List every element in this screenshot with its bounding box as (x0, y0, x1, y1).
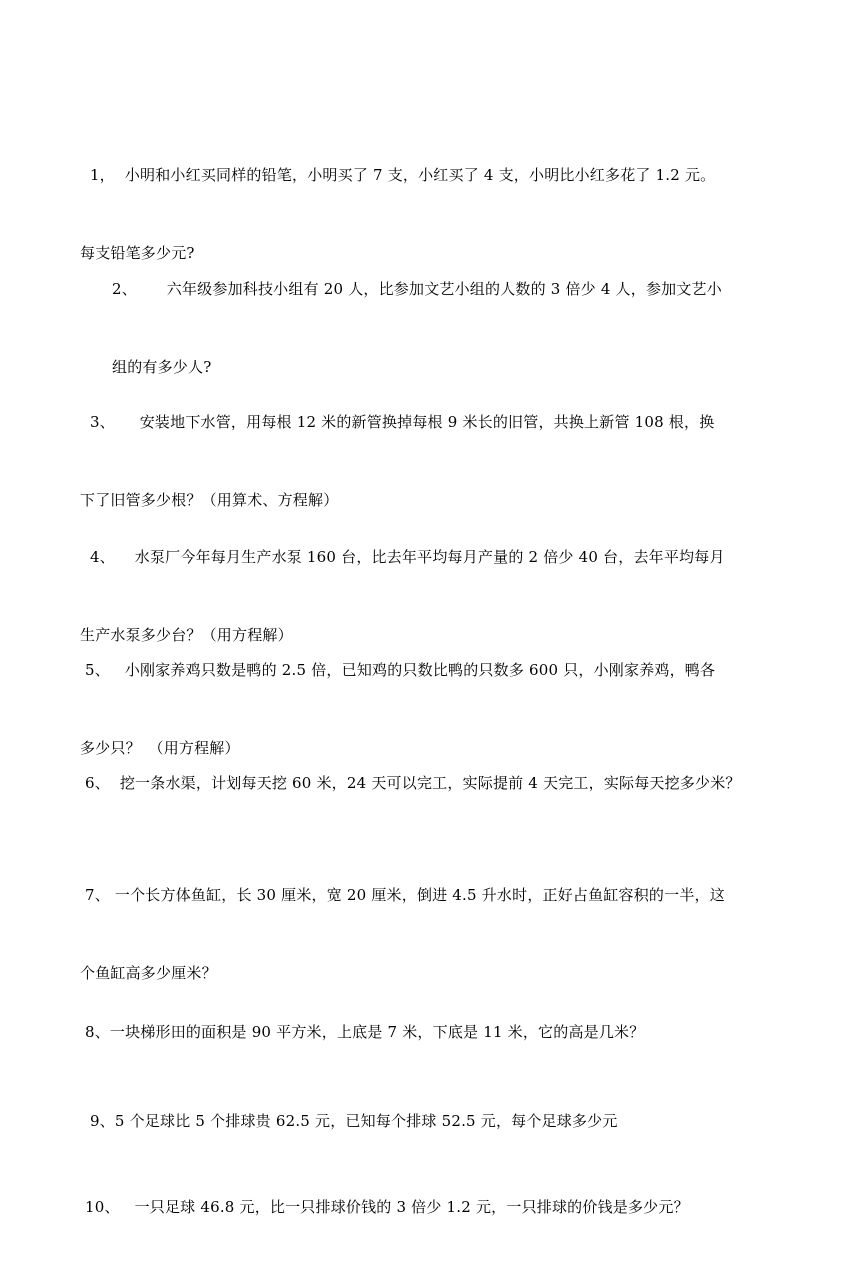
question-2-number: 2、 (112, 280, 137, 298)
question-10-text-1: 一只足球 46.8 元，比一只排球价钱的 3 倍少 1.2 元，一只排球的价钱是多少元？ (134, 1198, 689, 1216)
question-9-number: 9、 (89, 1112, 115, 1130)
question-5-text-1: 小刚家养鸡只数是鸭的 2.5 倍，已知鸡的只数比鸭的只数多 600 只，小刚家养鸡，鸭各 (124, 661, 716, 679)
question-6-text-1: 挖一条水渠，计划每天挖 60 米，24 天可以完工，实际提前 4 天完工，实际每天挖多少米？ (119, 774, 741, 792)
question-4-number: 4、 (89, 548, 115, 566)
question-6-number: 6、 (84, 774, 110, 792)
question-4-line-2: 生产水泵多少台？（用方程解） (80, 626, 293, 644)
question-8-text-1: 一块梯形田的面积是 90 平方米，上底是 7 米，下底是 11 米，它的高是几米？ (109, 1023, 645, 1041)
question-10-line-1 (80, 1194, 796, 1220)
question-5-line-2: 多少只？ （用方程解） (80, 739, 240, 757)
question-8-number: 8、 (84, 1023, 110, 1041)
question-8-line-1 (80, 1019, 796, 1045)
question-9-line-1 (80, 1108, 796, 1134)
question-2-line-1 (112, 276, 796, 302)
question-7-line-2: 个鱼缸高多少厘米？ (80, 964, 217, 982)
question-3-text-1: 安装地下水管，用每根 12 米的新管换掉每根 9 米长的旧管，共换上新管 108 根，换 (139, 413, 715, 431)
question-3-number: 3、 (89, 413, 115, 431)
question-3-line-2: 下了旧管多少根？（用算术、方程解） (80, 491, 339, 509)
question-6 (80, 718, 796, 848)
question-2-text-1: 六年级参加科技小组有 20 人，比参加文艺小组的人数的 3 倍少 4 人，参加文艺小 (166, 280, 722, 298)
question-1-number: 1， (89, 166, 115, 184)
question-1-line-1 (80, 162, 796, 188)
question-10 (80, 1142, 796, 1272)
question-5-line-1 (80, 657, 796, 683)
question-9-text-1: 5 个足球比 5 个排球贵 62.5 元，已知每个排球 52.5 元，每个足球多少元 (114, 1112, 618, 1130)
question-2-line-2: 组的有多少人? (112, 358, 212, 376)
question-10-number: 10、 (84, 1198, 120, 1216)
question-7-number: 7、 (84, 886, 110, 904)
question-5-number: 5、 (84, 661, 110, 679)
question-4-text-1: 水泵厂今年每月生产水泵 160 台，比去年平均每月产量的 2 倍少 40 台，去年平均每月 (134, 548, 725, 566)
question-7-line-1 (80, 882, 796, 908)
question-7-text-1: 一个长方体鱼缸，长 30 厘米，宽 20 厘米，倒进 4.5 升水时，正好占鱼缸容积的一半，这 (114, 886, 725, 904)
question-6-line-1 (80, 770, 796, 796)
question-4-line-1 (80, 544, 796, 570)
question-3-line-1 (80, 409, 796, 435)
question-1-text-1: 小明和小红买同样的铅笔，小明买了 7 支，小红买了 4 支，小明比小红多花了 1.2 元。 (124, 166, 716, 184)
question-1-line-2: 每支铅笔多少元? (80, 244, 195, 262)
